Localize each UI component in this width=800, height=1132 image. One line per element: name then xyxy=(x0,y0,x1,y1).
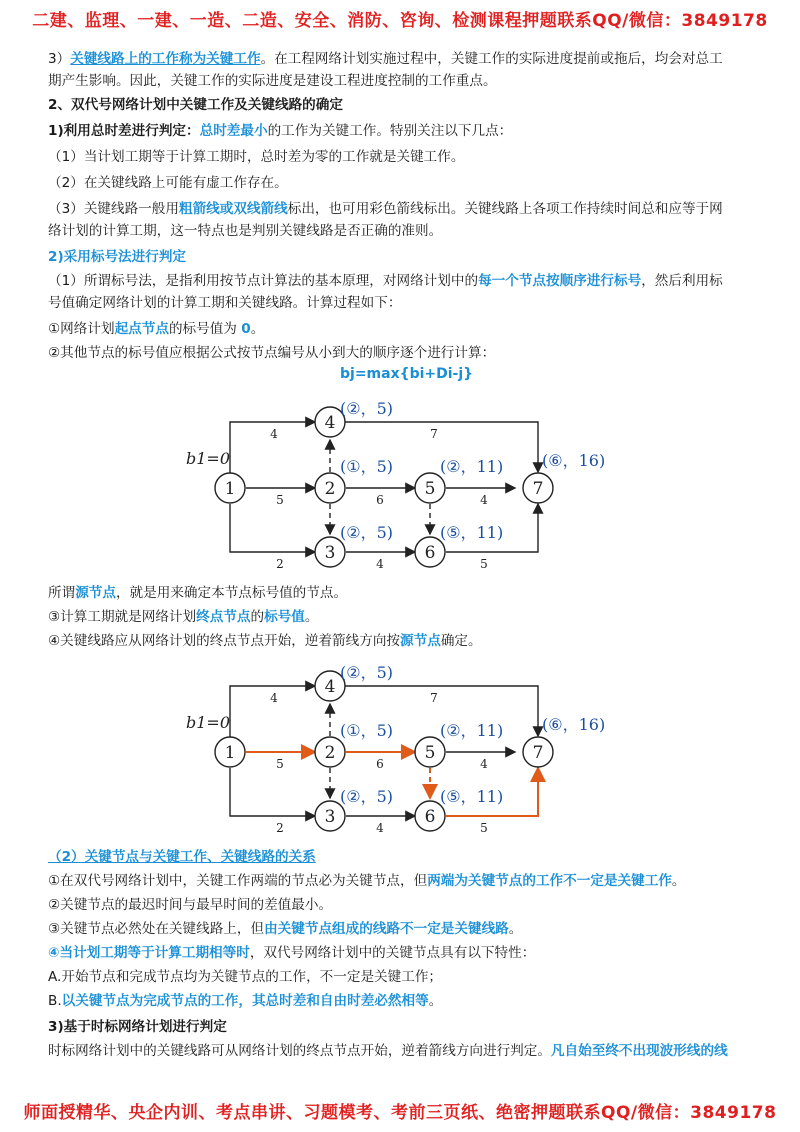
subheading-float-method: 1)利用总时差进行判定：总时差最小的工作为关键工作。特别关注以下几点： xyxy=(48,123,513,139)
node-label: 2 xyxy=(324,479,336,499)
arrow-1-3 xyxy=(230,504,315,552)
list-item: A.开始节点和完成节点均为关键节点的工作，不一定是关键工作； xyxy=(48,969,443,985)
duration: 4 xyxy=(480,757,488,771)
heading-section-2: 2、双代号网络计划中关键工作及关键线路的确定 xyxy=(48,97,343,113)
list-item: （1）所谓标号法，是指利用按节点计算法的基本原理，对网络计划中的每一个节点按顺序进行标号，然后利用标 号值确定网络计划的计算工期和关键线路。计算过程如下： xyxy=(48,273,723,311)
network-diagram-1 xyxy=(170,400,630,572)
duration: 5 xyxy=(480,821,488,835)
duration: 5 xyxy=(480,557,488,571)
node-label: 5 xyxy=(424,743,436,763)
label-formula: bj=max{bi+Di-j} xyxy=(340,366,474,382)
note-calc-duration: ③计算工期就是网络计划终点节点的标号值。 xyxy=(48,609,319,625)
duration: 4 xyxy=(270,691,278,705)
node-label: 5 xyxy=(424,479,436,499)
node-label: 3 xyxy=(324,807,336,827)
b1-label: b1=0 xyxy=(186,449,231,468)
node-label: 7 xyxy=(532,479,544,499)
node-4-label: (②，5) xyxy=(340,664,394,682)
arrow-1-3 xyxy=(230,768,315,816)
node-label: 2 xyxy=(324,743,336,763)
duration: 7 xyxy=(430,691,438,705)
node-4-label: (②，5) xyxy=(340,400,394,418)
list-item: ③关键节点必然处在关键线路上，但由关键节点组成的线路不一定是关键线路。 xyxy=(48,921,523,937)
duration: 2 xyxy=(276,557,284,571)
node-2-label: (①，5) xyxy=(340,721,394,740)
node-label: 1 xyxy=(224,743,236,763)
node-label: 3 xyxy=(324,543,336,563)
node-label: 4 xyxy=(324,677,336,697)
note-critical-path: ④关键线路应从网络计划的终点节点开始，逆着箭线方向按源节点确定。 xyxy=(48,633,482,649)
node-label: 6 xyxy=(424,807,436,827)
list-item: （2）在关键线路上可能有虚工作存在。 xyxy=(48,175,288,191)
duration: 4 xyxy=(376,821,384,835)
duration: 2 xyxy=(276,821,284,835)
node-label: 4 xyxy=(324,413,336,433)
list-item: ①在双代号网络计划中，关键工作两端的节点必为关键节点，但两端为关键节点的工作不一定是关键工作。 xyxy=(48,873,686,889)
list-item: B.以关键节点为完成节点的工作，其总时差和自由时差必然相等。 xyxy=(48,993,443,1009)
node-label: 7 xyxy=(532,743,544,763)
node-6-label: (⑤，11) xyxy=(440,787,504,806)
list-item: （1）当计划工期等于计算工期时，总时差为零的工作就是关键工作。 xyxy=(48,149,465,165)
duration: 5 xyxy=(276,757,284,771)
paragraph-critical-work: 3）关键线路上的工作称为关键工作。在工程网络计划实施过程中，关键工作的实际进度提前或拖后，均会对总工 期产生影响。因此，关键工作的实际进度是建设工程进度控制的工作重点。 xyxy=(48,51,723,89)
network-diagram-2 xyxy=(170,664,630,836)
node-5-label: (②，11) xyxy=(440,457,504,476)
duration: 7 xyxy=(430,427,438,441)
node-label: 1 xyxy=(224,479,236,499)
duration: 6 xyxy=(376,757,384,771)
note-source-node: 所谓源节点，就是用来确定本节点标号值的节点。 xyxy=(48,585,348,601)
duration: 6 xyxy=(376,493,384,507)
duration: 4 xyxy=(480,493,488,507)
node-6-label: (⑤，11) xyxy=(440,523,504,542)
subheading-key-nodes: （2）关键节点与关键工作、关键线路的关系 xyxy=(48,849,316,865)
node-7-label: (⑥，16) xyxy=(542,715,606,734)
subheading-label-method: 2)采用标号法进行判定 xyxy=(48,249,187,265)
list-item: ②其他节点的标号值应根据公式按节点编号从小到大的顺序逐个进行计算： xyxy=(48,345,496,361)
list-item: ②关键节点的最迟时间与最早时间的差值最小。 xyxy=(48,897,333,913)
node-3-label: (②，5) xyxy=(340,787,394,806)
top-banner: 二建、监理、一建、一造、二造、安全、消防、咨询、检测课程押题联系QQ/微信：3849178 xyxy=(32,11,768,31)
duration: 4 xyxy=(376,557,384,571)
node-7-label: (⑥，16) xyxy=(542,451,606,470)
bottom-banner: 师面授精华、央企内训、考点串讲、习题模考、考前三页纸、绝密押题联系QQ/微信：3849178 xyxy=(23,1103,777,1123)
b1-label: b1=0 xyxy=(186,713,231,732)
subheading-timescale: 3)基于时标网络计划进行判定 xyxy=(48,1019,227,1035)
list-item: ④当计划工期等于计算工期相等时，双代号网络计划中的关键节点具有以下特性： xyxy=(48,945,536,961)
duration: 5 xyxy=(276,493,284,507)
node-2-label: (①，5) xyxy=(340,457,394,476)
list-item: （3）关键线路一般用粗箭线或双线箭线标出，也可用彩色箭线标出。关键线路上各项工作持续时间总和应等于网 络计划的计算工期，这一特点也是判别关键线路是否正确的准则。 xyxy=(48,201,723,239)
node-3-label: (②，5) xyxy=(340,523,394,542)
list-item: 时标网络计划中的关键线路可从网络计划的终点节点开始，逆着箭线方向进行判定。凡自始至终不出现波形线的线 xyxy=(48,1043,728,1059)
duration: 4 xyxy=(270,427,278,441)
list-item: ①网络计划起点节点的标号值为 0。 xyxy=(48,321,265,337)
node-label: 6 xyxy=(424,543,436,563)
node-5-label: (②，11) xyxy=(440,721,504,740)
